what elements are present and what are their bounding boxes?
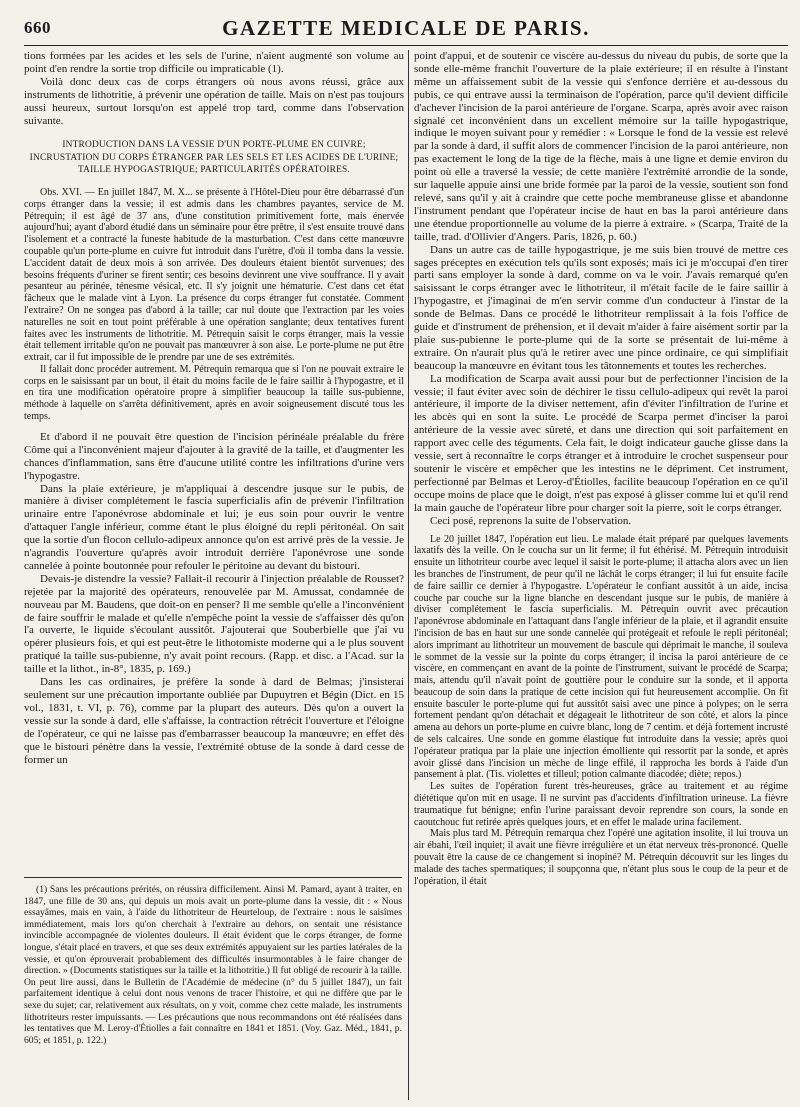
paragraph: Devais-je distendre la vessie? Fallait-il recourir à l'injection préalable de Rousset? rejetée par la majorité des opérateurs, renouvelée par M. Amussat, condamnée de nouveau par M. Baudens, que doit-on en penser? Il me semble qu'elle a l'inconvénient de faire souffrir le malade et qu'elle n'empêche point la vessie de s'affaisser dès qu'on l'a ouverte, le liquide s'écoulant aussitôt. J'ajouterai que Souberbielle que j'ai vu opérer plusieurs fois, et qui est peut-être le lithotomiste moderne qui a le plus souvent pratiqué la taille sus-pubienne, n'y avait point recours. (Rapp. et disc. a l'Acad. sur la taille et la lithot., in-8°, 1835, p. 169.) bbox=[24, 572, 404, 676]
column-divider bbox=[408, 50, 409, 1100]
right-column bbox=[414, 50, 788, 887]
footnote-paragraph: (1) Sans les précautions prérités, on réussira difficilement. Ainsi M. Pamard, ayant à traiter, en 1847, une fille de 30 ans, qui depuis un mois avait un porte-plume dans la vessie, dit : « Nous essayâmes, mais en vain, à l'aide du lithotriteur de Heurteloup, de l'extraire : nous le saisîmes immédiatement, mais lors qu'on cherchait à l'extraire au dehors, on sentait une résistance invincible accompagnée de violentes douleurs. Il était évident que le corps étranger, de forme longue, s'était placé en travers, et que ses deux extrémités appuyaient sur les parties latérales de la vessie, et qu'on éprouverait probablement des difficultés insurmontables à le faire changer de direction. » (Documents statistiques sur la taille et la lithotritie.) Il fut obligé de recourir à la taille. On peut lire aussi, dans le Bulletin de l'Académie de médecine (n° du 5 juillet 1847), un fait parfaitement identique à celui dont nous venons de tracer l'histoire, et qui ne diffère que par le sexe du sujet; car, relativement aux résultats, on y voit, comme chez cette malade, les instruments lithotriteurs rester impuissants. — Les précautions que nous recommandons ont été réalisées dans les tentatives que M. Leroy-d'Étiolles a fait connaître en 1841 et 1851. (Voy. Gaz. Méd., 1841, p. 605; et 1851, p. 122.) bbox=[24, 884, 402, 1046]
observation-paragraph: Mais plus tard M. Pétrequin remarqua chez l'opéré une agitation insolite, il lui trouva un air ébahi, l'œil inquiet; il avait une fièvre irrégulière et un état nerveux très-prononcé. Quelle pouvait être la cause de ce changement si inopiné? M. Pétrequin découvrit sur les linges du malade des taches spermatiques; il soupçonna que, n'étant plus sous le coup de la peur et de l'opération, il était bbox=[414, 828, 788, 887]
page-number: 660 bbox=[24, 18, 51, 37]
journal-title: GAZETTE MEDICALE DE PARIS. bbox=[222, 16, 590, 40]
paragraph: Dans un autre cas de taille hypogastrique, je me suis bien trouvé de mettre ces sages préceptes en exécution tels qu'ils sont exposés; mais ici je m'occupai d'en tirer parti sans employer la sonde à dard, comme on va le voir. J'avais remarqué qu'en saisissant le corps étranger avec le lithotriteur, il m'était facile de le faire saillir à l'hypogastre, et j'imaginai de m'en servir comme d'un conducteur à l'instar de la sonde de Belmas. Dans ce procédé le lithotriteur remplissait à la fois l'office de guide et d'instrument de préhension, et il devait m'aider à faire aisément sortir par la plaie sus-pubienne le porte-plume qui de la sorte se présentait de lui-même à extraire. On n'aurait plus qu'à le retirer avec une pince ordinaire, ce qui simplifiait beaucoup la manœuvre en évitant tous les tâtonnements et toutes les recherches. bbox=[414, 243, 788, 372]
paragraph: Voilà donc deux cas de corps étrangers où nous avons réussi, grâce aux instruments de lithotritie, à prévenir une opération de taille. Mais on n'est pas toujours aussi heureux, surtout lorsqu'on est appelé trop tard, comme dans l'observation suivante. bbox=[24, 75, 404, 127]
observation-paragraph: Obs. XVI. — En juillet 1847, M. X... se présente à l'Hôtel-Dieu pour être débarrassé d'un corps étranger dans la vessie; il est admis dans les chambres payantes, service de M. Pétrequin; il est âgé de 37 ans, d'une constitution primitivement forte, mais énervée aujourd'hui; ayant d'abord étudié dans un séminaire pour être prêtre, il s'est ensuite trouvé dans l'isolement et a contracté la funeste habitude de la masturbation. C'est dans cette manœuvre coupable qu'un porte-plume en cuivre fut introduit dans l'urètre, d'où il tomba dans la vessie. L'accident datait de deux mois à son arrivée. Des douleurs étaient bientôt survenues; des besoins fréquents d'uriner se firent sentir; ces besoins devinrent une vive souffrance. Il y avait pesanteur au périnée, ténesme vésical, etc. Il s'y joignit une hématurie. C'est dans cet état fâcheux que le malade vint à Lyon. La présence du corps étranger fut constatée. Comment l'extraire? On ne songea pas d'abord à la taille; car nul doute que l'extraction par les voies naturelles ne soit en tout point préférable à une opération sanglante; deux tentatives furent faites avec les instruments de lithotritie. M. Pétrequin saisit le corps étranger, mais la vessie était tellement irritable qu'on ne pouvait pas manœuvrer à son aise. Le porte-plume ne put être extrait, car il fut impossible de le prendre par une de ses extrémités. bbox=[24, 186, 404, 364]
paragraph: La modification de Scarpa avait aussi pour but de perfectionner l'incision de la vessie; il faut éviter avec soin de déchirer le tissu cellulo-adipeux qui revêt la paroi antérieure, il importe de la diviser nettement, afin d'éviter l'infiltration de l'urine et les abcès qui en sont la suite. Le procédé de Scarpa permet d'inciser la paroi antérieure de la vessie avec sûreté, et dans une direction qui soit parfaitement en rapport avec celle des téguments. Cela fait, le doigt indicateur gauche glisse dans la vessie, sert à reconnaître le corps étranger et à introduire le crochet suspenseur pour soutenir le viscère et empêcher que les intestins ne le dépriment. Cet instrument, perfectionné par Belmas et Leroy-d'Étiolles, facilite beaucoup l'opération en ce qu'il occupe moins de place que le doigt, n'est pas exposé à glisser comme lui et qu'il rend la main gauche de l'opérateur libre pour charger soit la pierre, soit le corps étranger. bbox=[414, 372, 788, 514]
footnote bbox=[24, 877, 402, 1046]
paragraph: tions formées par les acides et les sels de l'urine, n'aient augmenté son volume au point d'en rendre la sortie trop difficile ou impraticable (1). bbox=[24, 50, 404, 75]
footnote-rule bbox=[24, 877, 402, 878]
left-column bbox=[24, 50, 404, 766]
observation-paragraph: Le 20 juillet 1847, l'opération eut lieu. Le malade était préparé par quelques lavements laxatifs dès la veille. On le coucha sur un lit ferme; il fut éthérisé. M. Pétrequin introduisit ensuite un lithotriteur courbe avec lequel il saisit le porte-plume; il attacha alors avec un lien les branches de l'instrument, de peur qu'il ne lâchât le corps étranger; il lui fut ensuite facile de faire saillir ce dernier à l'hypogastre. L'opérateur le confiant aussitôt à un aide, incisa couche par couche sur la ligne blanche en descendant jusque sur le pubis, de manière à diviser complétement le fascia superficialis. M. Pétrequin ouvrit avec précaution l'aponévrose abdominale en l'attaquant dans l'angle inférieur de la plaie, et il agrandit ensuite l'incision de bas en haut sur une sonde cannelée qui protégeait et refoule le repli péritonéal; alors imprimant au lithotriteur un mouvement de bascule qui déprimait le manche, il souleva le sommet de la vessie sur la pointe du corps étranger; il incisa la paroi antérieure de ce viscère, en commençant en avant de la pointe de l'instrument, suivant le procédé de Scarpa; mais, attendu qu'il n'avait point de gouttière pour le conduire sur la sonde, et il apporta beaucoup de soin dans la pratique de cette incision qui fut heureusement accomplie. On fit ensuite basculer le porte-plume qui fut aussitôt saisi avec une pince à polypes; on le serra fortement pendant qu'on détachait et dégageait le lithotriteur de son côté, et alors la pince amena au dehors un porte-plume en cuivre blanc, long de 7 centim. et déjà fortement incrusté de sels calcaires. Une sonde en gomme élastique fut introduite dans la vessie; après quoi l'opérateur pratiqua par la plaie une injection émolliente qui ressortit par la sonde, et après avoir glissé dans l'incision un mèche de linge effilé, il rapprocha les bords à l'aide d'un pansement à plat. (Tis. violettes et tilleul; potion calmante diacodée; diète; repos.) bbox=[414, 533, 788, 781]
observation-paragraph: Les suites de l'opération furent très-heureuses, grâce au traitement et au régime diététique qu'on mit en usage. Il ne survint pas d'accidents d'infiltration urineuse. La fièvre traumatique fut bénigne; enfin l'urine paraissant devoir reprendre son cours, la sonde en caoutchouc fut retirée après quelques jours, et en effet le malade urina facilement. bbox=[414, 781, 788, 828]
paragraph: point d'appui, et de soutenir ce viscère au-dessus du niveau du pubis, de sorte que la sonde elle-même franchit l'ouverture de la plaie extérieure; il en résulte à l'instant même un affaissement subit de la vessie qui s'enfonce derrière et au-dessous du pubis, ce qui entrave aussi la terminaison de l'opération, parce qu'il devient difficile d'achever l'incision de la paroi antérieure de l'organe. Scarpa, après avoir avec raison signalé cet inconvénient dans un excellent mémoire sur la taille hypogastrique, indique le moyen suivant pour y remédier : « Lorsque le fond de la vessie est relevé par la sonde à dard, il suffit alors de commencer l'incision de la paroi antérieure, non pas exactement le long de la tige de la flèche, mais à une ligne et demie environ du point où elle a traversé la vessie; de cette manière l'extrémité arrondie de la sonde, sur laquelle appuie ainsi une bride formée par la paroi de la vessie, soutient son fond relevé, sans qu'il y ait à craindre que cette poche membraneuse glisse et abandonne l'instrument pendant que l'opérateur incise de haut en bas la paroi antérieure dans une étendue proportionnelle au volume de la pierre à extraire. » (Scarpa, Traité de la taille, trad. d'Ollivier d'Angers. Paris, 1826, p. 60.) bbox=[414, 50, 788, 243]
header-rule bbox=[24, 45, 788, 46]
paragraph: Et d'abord il ne pouvait être question de l'incision périnéale préalable du frère Côme qui a l'inconvénient majeur d'ajouter à la gravité de la taille, et d'augmenter les chances d'inflammation, sans être d'aucune utilité contre les infiltrations d'urine vers l'hypogastre. bbox=[24, 430, 404, 482]
section-heading: INTRODUCTION DANS LA VESSIE D'UN PORTE-PLUME EN CUIVRE; INCRUSTATION DU CORPS ÉTRANGER PAR LES SELS ET LES ACIDES DE L'URINE; TAILLE HYPOGASTRIQUE; PARTICULARITÉS OPÉRATOIRES. bbox=[29, 140, 399, 176]
observation-paragraph: Il fallait donc procéder autrement. M. Pétrequin remarqua que si l'on ne pouvait extraire le corps en le saisissant par un bout, il était du moins facile de le faire saillir à l'hypogastre, et il en tira une modification opératoire propre à simplifier beaucoup la taille sus-pubienne, méthode à laquelle on s'arrêta définitivement, après en avoir soigneusement discuté tous les temps. bbox=[24, 363, 404, 423]
paragraph: Dans les cas ordinaires, je préfère la sonde à dard de Belmas; j'insisterai seulement sur une précaution importante oubliée par Dupuytren et Bégin (Dict. en 15 vol., 1831, t. VI, p. 76), comme par la plupart des auteurs. Dès qu'on a ouvert la vessie sur la sonde à dard, elle s'affaisse, la contraction rétrécit l'ouverture et l'éloigne de l'opérateur, ce qui ne laisse pas d'embarrasser beaucoup la manœuvre; en effet dès que le bistouri pénètre dans la vessie, l'extrémité obtuse de la sonde à dard cesse de former un bbox=[24, 676, 404, 766]
paragraph: Ceci posé, reprenons la suite de l'observation. bbox=[430, 514, 632, 527]
page-header bbox=[24, 16, 788, 42]
paragraph: Dans la plaie extérieure, je m'appliquai à descendre jusque sur le pubis, de manière à diviser complétement le fascia superficialis afin de prévenir l'infiltration urinaire entre l'aponévrose abdominale et lui; je eus soin pour ouvrir le ventre d'attaquer l'angle inférieur, comme étant le plus éloigné du repli péritonéal. On sait que la sortie d'un flocon cellulo-adipeux annonce qu'on est arrivé près de la vessie. Je n'agrandis l'ouverture qu'après avoir introduit derrière l'aponévrose une sonde cannelée à pointe boutonnée pour refouler le péritoine au devant du bistouri. bbox=[24, 482, 404, 572]
